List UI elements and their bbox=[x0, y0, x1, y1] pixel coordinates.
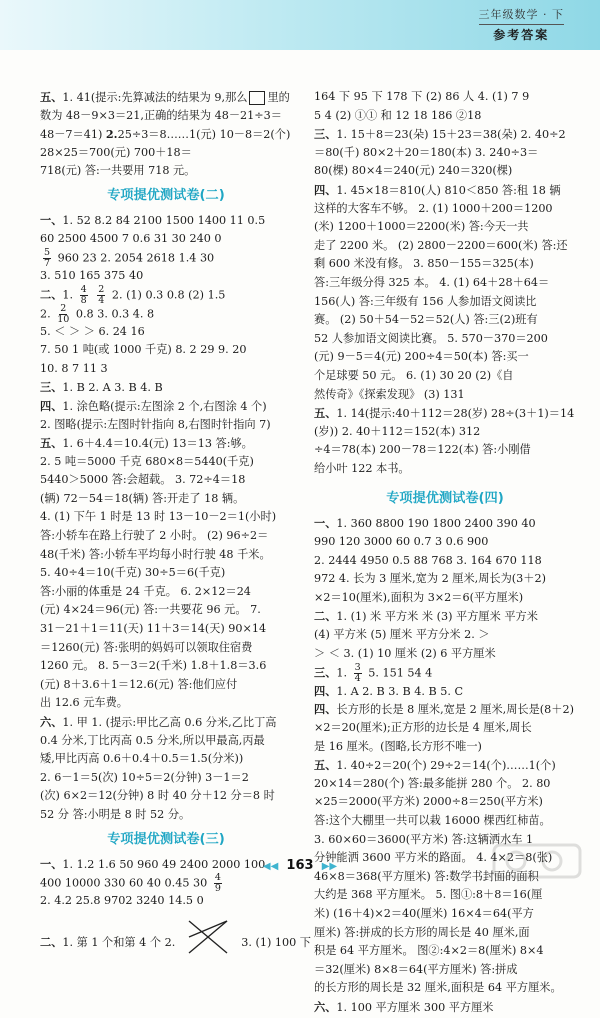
answer-line bbox=[40, 397, 292, 416]
watermark-logo-icon bbox=[492, 841, 582, 881]
answer-text: 10. 8 7 11 3 bbox=[40, 361, 108, 375]
answer-line bbox=[314, 293, 576, 312]
question-number: 五、 bbox=[40, 436, 63, 451]
answer-text: 答:三年级分得 325 本。 4. (1) 64＋28＋64＝ bbox=[314, 275, 550, 289]
answer-text: 1. bbox=[336, 666, 351, 680]
answer-text: 7. 50 1 吨(或 1000 千克) 8. 2 29 9. 20 bbox=[40, 343, 247, 357]
section-title: 专项提优测试卷(三) bbox=[107, 831, 225, 847]
answer-text: 出 12.6 元车费。 bbox=[40, 696, 128, 710]
answer-line bbox=[314, 125, 576, 144]
denominator: 7 bbox=[44, 258, 51, 270]
answer-text: 25÷3＝8……1(元) 10－8＝2(个) bbox=[117, 128, 291, 142]
answer-line bbox=[314, 514, 576, 533]
answer-text: 矮,甲比丙高 0.6＋0.4＋0.5＝1.5(分米)) bbox=[40, 752, 244, 766]
answer-line bbox=[314, 905, 576, 924]
answer-text: 1. 45×18＝810(人) 810＜850 答:租 18 辆 bbox=[336, 183, 561, 197]
answer-line bbox=[314, 942, 576, 961]
answer-text: ＝1260(元) 答:张明的妈妈可以领取住宿费 bbox=[40, 640, 253, 654]
answer-line bbox=[314, 607, 576, 626]
answer-text: (元) 8＋3.6＋1＝12.6(元) 答:他们应付 bbox=[40, 677, 238, 691]
numerator: 4 bbox=[80, 284, 87, 296]
answer-text: 1. B 2. A 3. B 4. B bbox=[62, 381, 163, 395]
answer-text: 厘米) 答:拼成的长方形的周长是 40 厘米,面 bbox=[314, 925, 530, 939]
answer-line bbox=[314, 348, 576, 367]
answer-line bbox=[314, 441, 576, 460]
answer-line bbox=[314, 404, 576, 423]
question-number: 六、 bbox=[314, 999, 337, 1014]
answer-line bbox=[40, 453, 292, 472]
answer-text: 1. bbox=[62, 288, 77, 302]
answer-text: 164 下 95 下 178 下 (2) 86 人 4. (1) 7 9 bbox=[314, 90, 530, 103]
answer-text: 1. 14(提示:40＋112＝28(岁) 28÷(3＋1)＝14 bbox=[336, 407, 575, 421]
answer-text: 米) (16＋4)×2＝40(厘米) 16×4＝64(平方 bbox=[314, 906, 534, 920]
answer-text: (元) 4×24＝96(元) 答:一共要花 96 元。 7. bbox=[40, 603, 261, 617]
answer-text: (辆) 72－54＝18(辆) 答:开走了 18 辆。 bbox=[40, 491, 245, 505]
answer-text: 1. 1.2 1.6 50 960 49 2400 2000 100 bbox=[62, 857, 266, 871]
denominator: 10 bbox=[57, 313, 70, 325]
question-number: 2. bbox=[105, 127, 118, 142]
numerator: 4 bbox=[214, 872, 221, 884]
answer-text: 156(人) 答:三年级有 156 人参加语文阅读比 bbox=[314, 294, 537, 308]
answer-line bbox=[314, 107, 576, 126]
answer-text: 52 分 答:小明是 8 时 52 分。 bbox=[40, 807, 191, 821]
header-title: 参考答案 bbox=[479, 24, 565, 43]
answer-line bbox=[314, 812, 576, 831]
answer-line bbox=[40, 601, 292, 620]
answer-text: 31－21＋1＝11(天) 11＋3＝14(天) 90×14 bbox=[40, 622, 267, 636]
question-number: 五、 bbox=[40, 90, 63, 104]
question-number: 五、 bbox=[314, 406, 337, 421]
question-number: 三、 bbox=[40, 380, 63, 395]
answer-line bbox=[314, 645, 576, 664]
question-number: 四、 bbox=[314, 683, 337, 698]
answer-line bbox=[40, 247, 292, 270]
question-number: 二、 bbox=[314, 609, 337, 624]
answer-text: 5. 151 54 4 bbox=[364, 666, 433, 680]
question-number: 六、 bbox=[40, 715, 63, 729]
page-number: 163 bbox=[286, 858, 314, 873]
answer-text: 2. 图略(提示:左图时针指向 8,右图时针指向 7) bbox=[40, 417, 271, 431]
answer-text: ÷4＝78(本) 200－78＝122(本) 答:小刚借 bbox=[314, 443, 531, 457]
answer-line bbox=[314, 218, 576, 237]
denominator: 8 bbox=[80, 295, 87, 307]
question-number: 四、 bbox=[314, 182, 337, 197]
answer-text: 赛。 (2) 50＋54－52＝52(人) 答:三(2)班有 bbox=[314, 313, 538, 327]
answer-text: 1. 第 1 个和第 4 个 2. bbox=[62, 935, 176, 949]
answer-line bbox=[40, 750, 292, 769]
answer-text: (岁)) 2. 40＋112＝152(本) 312 bbox=[314, 424, 481, 438]
answer-text: 80(棵) 80×4＝240(元) 240＝320(棵) bbox=[314, 164, 513, 178]
blank-box bbox=[249, 91, 265, 105]
answer-text: 3. 60×60＝3600(平方米) 答:这辆洒水车 1 bbox=[314, 832, 534, 846]
answer-line bbox=[314, 756, 576, 775]
answer-line bbox=[40, 787, 292, 806]
answer-text: ＝32(厘米) 8×8＝64(平方厘米) 答:拼成 bbox=[314, 962, 518, 976]
answer-line bbox=[40, 527, 292, 546]
answer-line bbox=[40, 657, 292, 676]
answer-line bbox=[40, 620, 292, 639]
answer-text: 972 4. 长为 3 厘米,宽为 2 厘米,周长为(3＋2) bbox=[314, 572, 546, 586]
answer-line bbox=[40, 732, 292, 751]
answer-text: 是 16 厘米。(图略,长方形不唯一) bbox=[314, 739, 482, 753]
answer-line bbox=[40, 806, 292, 825]
fraction bbox=[214, 873, 222, 894]
answer-line bbox=[314, 460, 576, 479]
answer-line bbox=[40, 267, 292, 286]
answer-text: 2. bbox=[40, 307, 55, 321]
header-box bbox=[479, 6, 565, 43]
answer-text: 大约是 368 平方厘米。 5. 图①:8＋8＝16(厘 bbox=[314, 888, 543, 902]
answer-line bbox=[314, 589, 576, 608]
answer-text: 1. 360 8800 190 1800 2400 390 40 bbox=[336, 517, 536, 531]
answer-text: ×25＝2000(平方米) 2000÷8＝250(平方米) bbox=[314, 795, 543, 809]
section-title: 专项提优测试卷(二) bbox=[107, 187, 225, 203]
answer-line bbox=[314, 886, 576, 905]
answer-text: 960 23 2. 2054 2618 1.4 30 bbox=[54, 251, 215, 265]
spacer bbox=[314, 478, 576, 484]
answer-text: 4. (1) 下午 1 时是 13 时 13－10－2＝1(小时) bbox=[40, 510, 277, 524]
answer-text: 3. 510 165 375 40 bbox=[40, 268, 144, 282]
question-number: 二、 bbox=[40, 287, 63, 302]
answer-line bbox=[40, 713, 292, 732]
answer-text: 1. 甲 1. (提示:甲比乙高 0.6 分米,乙比丁高 bbox=[62, 716, 277, 729]
answer-line bbox=[314, 181, 576, 200]
answer-text: ＝80(千) 80×2＋20＝180(本) 3. 240÷3＝ bbox=[314, 145, 539, 159]
answer-text: 长方形的长是 8 厘米,宽是 2 厘米,周长是(8＋2) bbox=[336, 703, 574, 717]
question-number: 一、 bbox=[40, 856, 63, 871]
answer-text: 48(千米) 答:小轿车平均每小时行驶 48 千米。 bbox=[40, 547, 271, 561]
answer-text: 718(元) 答:一共要用 718 元。 bbox=[40, 164, 196, 178]
answer-line bbox=[40, 471, 292, 490]
answer-line bbox=[314, 961, 576, 980]
answer-line bbox=[314, 979, 576, 998]
answer-line bbox=[40, 304, 292, 323]
answer-text: 答:小轿车在路上行驶了 2 小时。 (2) 96÷2＝ bbox=[40, 529, 269, 543]
answer-text: 20×14＝280(个) 答:最多能拼 280 个。 2. 80 bbox=[314, 776, 551, 790]
question-number: 一、 bbox=[314, 516, 337, 531]
answer-text: 2. (1) 0.3 0.8 (2) 1.5 bbox=[108, 288, 226, 302]
answer-text: (4) 平方米 (5) 厘米 平方分米 2. ＞ bbox=[314, 628, 490, 642]
numerator: 2 bbox=[60, 302, 67, 314]
answer-line bbox=[40, 546, 292, 565]
answer-line bbox=[314, 682, 576, 701]
answer-text: 1260 元。 8. 5－3＝2(千米) 1.8＋1.8＝3.6 bbox=[40, 659, 267, 673]
answer-line bbox=[40, 230, 292, 249]
answer-line bbox=[40, 125, 292, 144]
answer-line bbox=[314, 386, 576, 405]
answer-text: 2. 4.2 25.8 9702 3240 14.5 0 bbox=[40, 893, 204, 907]
question-number: 三、 bbox=[314, 665, 337, 680]
answer-line bbox=[40, 929, 311, 949]
answer-line bbox=[40, 107, 292, 126]
answer-text: 1. 100 平方厘米 300 平方厘米 bbox=[336, 1000, 494, 1014]
next-arrow-icon: ▶▶ bbox=[321, 861, 338, 872]
header-subtitle: 三年级数学 · 下 bbox=[478, 8, 564, 21]
answer-text: 1. A 2. B 3. B 4. B 5. C bbox=[336, 684, 464, 698]
question-number: 五、 bbox=[314, 758, 337, 773]
answer-text: 5. 40÷4＝10(千克) 30÷5＝6(千克) bbox=[40, 566, 226, 580]
answer-line bbox=[40, 872, 292, 895]
answer-text bbox=[91, 289, 95, 302]
answer-text: 1. 15＋8＝23(朵) 15＋23＝38(朵) 2. 40÷2 bbox=[336, 128, 566, 142]
answer-line bbox=[40, 769, 292, 788]
answer-line bbox=[314, 423, 576, 442]
answer-text: 走了 2200 米。 (2) 2800－2200＝600(米) 答:还 bbox=[314, 238, 568, 252]
answer-text: 5 4 (2) ①① 和 12 18 186 ②18 bbox=[314, 108, 482, 122]
answer-line bbox=[314, 144, 576, 163]
answer-text: ＞ ＜ 3. (1) 10 厘米 (2) 6 平方厘米 bbox=[314, 646, 496, 660]
answer-line bbox=[40, 144, 292, 163]
answer-text: (米) 1200＋1000＝2200(米) 答:今天一共 bbox=[314, 220, 529, 234]
answer-line bbox=[314, 998, 576, 1017]
answer-text: ×2＝20(厘米);正方形的边长是 4 厘米,周长 bbox=[314, 721, 532, 734]
answer-line bbox=[314, 775, 576, 794]
answer-text: 个足球要 50 元。 6. (1) 30 20 (2)《自 bbox=[314, 368, 514, 382]
answer-text: 积是 64 平方厘米。 图②:4×2＝8(厘米) 8×4 bbox=[314, 944, 544, 958]
answer-line bbox=[314, 367, 576, 386]
numerator: 5 bbox=[44, 247, 51, 259]
answer-line bbox=[40, 341, 292, 360]
answer-line bbox=[314, 662, 576, 685]
answer-line bbox=[40, 323, 292, 342]
answer-line bbox=[40, 211, 292, 230]
answer-line bbox=[40, 910, 292, 929]
answer-text: 5440＞5000 答:会超载。 3. 72÷4＝18 bbox=[40, 473, 246, 487]
answer-line bbox=[314, 274, 576, 293]
answer-line bbox=[314, 570, 576, 589]
answer-line bbox=[314, 162, 576, 181]
answer-line bbox=[314, 626, 576, 645]
answer-text: 分钟能洒 3600 平方米的路面。 4. 4×2＝8(张) bbox=[314, 851, 553, 865]
answer-line bbox=[314, 88, 576, 107]
question-number: 四、 bbox=[40, 398, 63, 413]
answer-line bbox=[40, 564, 292, 583]
answer-line bbox=[40, 88, 292, 107]
answer-text: 2. 2444 4950 0.5 88 768 3. 164 670 118 bbox=[314, 553, 542, 567]
answer-line bbox=[40, 508, 292, 527]
answer-line bbox=[40, 162, 292, 181]
answer-text: 3. (1) 100 下 bbox=[241, 935, 311, 949]
answer-text: 1. 52 8.2 84 2100 1500 1400 11 0.5 bbox=[62, 213, 266, 227]
answer-text: 2. 5 吨＝5000 千克 680×8＝5440(千克) bbox=[40, 454, 254, 468]
answer-line bbox=[40, 434, 292, 453]
answer-text: ×2＝10(厘米),面积为 3×2＝6(平方厘米) bbox=[314, 590, 524, 604]
answer-text: 给小叶 122 本书。 bbox=[314, 461, 410, 475]
answer-text: 52 人参加语文阅读比赛。 5. 570－370＝200 bbox=[314, 331, 548, 345]
section-title: 专项提优测试卷(四) bbox=[386, 491, 504, 507]
answer-text: 48－7＝41) bbox=[40, 128, 106, 142]
answer-line bbox=[40, 360, 292, 379]
prev-arrow-icon: ◀◀ bbox=[262, 861, 279, 872]
answer-text: 400 10000 330 60 40 0.45 30 bbox=[40, 876, 211, 890]
answer-text: 1. 40÷2＝20(个) 29÷2＝14(个)……1(个) bbox=[336, 759, 556, 773]
answer-text: 0.8 3. 0.3 4. 8 bbox=[72, 307, 155, 321]
page-header bbox=[0, 0, 600, 50]
question-number: 二、 bbox=[40, 934, 63, 949]
answer-text: 1. 6＋4.4＝10.4(元) 13＝13 答:够。 bbox=[62, 437, 253, 451]
numerator: 2 bbox=[98, 284, 105, 296]
matching-lines-icon bbox=[185, 917, 231, 957]
denominator: 9 bbox=[214, 883, 221, 895]
answer-text: 60 2500 4500 7 0.6 31 30 240 0 bbox=[40, 231, 222, 245]
answer-text: 990 120 3000 60 0.7 3 0.6 900 bbox=[314, 535, 489, 549]
answer-line bbox=[314, 237, 576, 256]
answer-line bbox=[40, 378, 292, 397]
answer-line bbox=[314, 552, 576, 571]
fraction bbox=[57, 304, 69, 325]
answer-line bbox=[314, 700, 576, 719]
answer-text: 2. 6－1＝5(次) 10÷5＝2(分钟) 3－1＝2 bbox=[40, 770, 249, 784]
question-number: 四、 bbox=[314, 702, 337, 717]
answer-line bbox=[40, 416, 292, 435]
answer-line bbox=[314, 255, 576, 274]
answer-text: 28×25＝700(元) 700＋18＝ bbox=[40, 145, 192, 159]
denominator: 4 bbox=[354, 673, 361, 685]
question-number: 一、 bbox=[40, 212, 63, 227]
answer-line bbox=[40, 676, 292, 695]
answer-line bbox=[314, 719, 576, 738]
answer-text: 1. (1) 米 平方米 米 (3) 平方厘米 平方米 bbox=[336, 610, 538, 624]
answer-text: 1. 涂色略(提示:左图涂 2 个,右图涂 4 个) bbox=[62, 399, 267, 413]
answer-line bbox=[40, 694, 292, 713]
answer-line bbox=[314, 533, 576, 552]
answer-line bbox=[40, 892, 292, 911]
answer-text: 然传奇》《探索发现》 (3) 131 bbox=[314, 387, 465, 401]
answer-line bbox=[314, 924, 576, 943]
answer-line bbox=[40, 583, 292, 602]
answer-text: 答:小丽的体重是 24 千克。 6. 2×12＝24 bbox=[40, 584, 251, 598]
answer-text: 5. ＜ ＞ ＞ 6. 24 16 bbox=[40, 324, 145, 338]
answer-line bbox=[40, 284, 292, 307]
answer-line bbox=[314, 330, 576, 349]
numerator: 3 bbox=[354, 662, 361, 674]
answer-line bbox=[40, 639, 292, 658]
answer-text: 1. 41(提示:先算减法的结果为 9,那么 bbox=[62, 91, 248, 104]
answer-line bbox=[314, 738, 576, 757]
answer-text: (元) 9－5＝4(元) 200÷4＝50(本) 答:买一 bbox=[314, 350, 529, 364]
answer-text: 里的 bbox=[267, 91, 290, 104]
question-number: 三、 bbox=[314, 127, 337, 142]
answer-text: 答:这个大棚里一共可以栽 16000 棵西红柿苗。 bbox=[314, 813, 551, 827]
answer-text: (次) 6×2＝12(分钟) 8 时 40 分＋12 分＝8 时 bbox=[40, 789, 275, 803]
answer-line bbox=[314, 200, 576, 219]
answer-text: 46×8＝368(平方厘米) 答:数学书封面的面积 bbox=[314, 869, 539, 883]
answer-line bbox=[314, 793, 576, 812]
answer-line bbox=[40, 490, 292, 509]
denominator: 4 bbox=[98, 295, 105, 307]
answer-line bbox=[314, 311, 576, 330]
answer-text: 数为 48－9×3＝21,正确的结果为 48－21÷3＝ bbox=[40, 108, 282, 122]
answer-text: 这样的大客车不够。 2. (1) 1000＋200＝1200 bbox=[314, 201, 553, 215]
answer-text: 剩 600 米没有修。 3. 850－155＝325(本) bbox=[314, 257, 534, 271]
answer-text: 0.4 分米,丁比丙高 0.5 分米,所以甲最高,丙最 bbox=[40, 733, 265, 747]
answer-text: 的长方形的周长是 32 厘米,面积是 64 平方厘米。 bbox=[314, 981, 562, 995]
